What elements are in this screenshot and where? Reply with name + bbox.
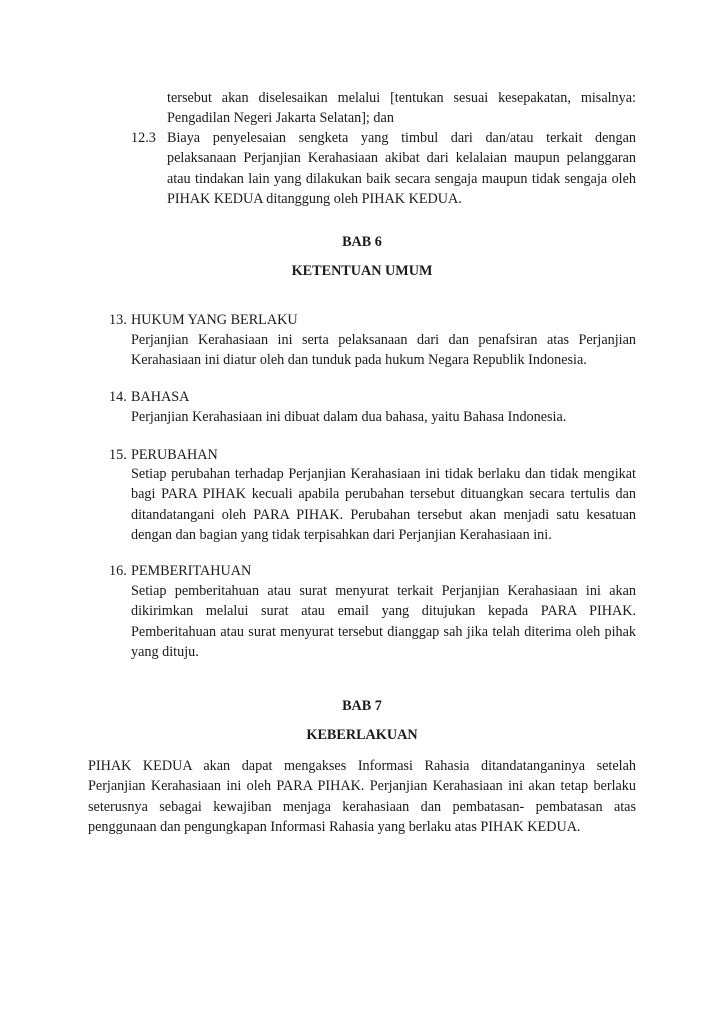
chapter-label: BAB 6 bbox=[342, 234, 382, 250]
text-line: Pengadilan Negeri Jakarta Selatan]; dan bbox=[167, 110, 394, 127]
text-line: Pemberitahuan atau surat menyurat tersebut dianggap sah jika telah diterima oleh pihak bbox=[131, 623, 636, 640]
section-number: 15. bbox=[109, 447, 127, 463]
text-line: Setiap pemberitahuan atau surat menyurat terkait Perjanjian Kerahasiaan ini akan bbox=[131, 583, 636, 599]
text-line: Perjanjian Kerahasiaan ini oleh PARA PIHAK. Perjanjian Kerahasiaan ini akan tetap berlaku bbox=[88, 778, 636, 795]
text-line: seterusnya sebagai kewajiban menjaga kerahasiaan dan pembatasan- pembatasan atas bbox=[88, 798, 636, 815]
section-title: HUKUM YANG BERLAKU bbox=[131, 312, 298, 328]
text-line: dengan dan bagian yang tidak terpisahkan dari Perjanjian Kerahasiaan ini. bbox=[131, 526, 552, 543]
chapter-title: KETENTUAN UMUM bbox=[291, 263, 433, 279]
section-title: PERUBAHAN bbox=[131, 447, 218, 463]
section-number: 16. bbox=[109, 563, 127, 579]
text-line: ditandatangani oleh PARA PIHAK. Perubahan tersebut akan menjadi satu kesatuan bbox=[131, 506, 636, 523]
text-line: pelaksanaan Perjanjian Kerahasiaan akibat dari kelalaian maupun pelanggaran bbox=[167, 150, 636, 167]
clause-12-2-continuation bbox=[167, 88, 636, 129]
text-line: Perjanjian Kerahasiaan ini dibuat dalam dua bahasa, yaitu Bahasa Indonesia. bbox=[131, 409, 567, 425]
text-line: yang dituju. bbox=[131, 643, 199, 660]
section-body bbox=[131, 581, 636, 662]
section-body bbox=[131, 330, 636, 371]
section-body bbox=[131, 407, 636, 427]
section-title: BAHASA bbox=[131, 389, 190, 405]
clause-12-3-text bbox=[167, 128, 636, 209]
text-line: PIHAK KEDUA ditanggung oleh PIHAK KEDUA. bbox=[167, 190, 462, 207]
text-line: PIHAK KEDUA akan dapat mengakses Informasi Rahasia ditandatanganinya setelah bbox=[88, 758, 636, 774]
chapter-title: KEBERLAKUAN bbox=[306, 727, 418, 743]
text-line: atau tindakan lain yang dilakukan baik secara sengaja maupun tidak sengaja oleh bbox=[167, 170, 636, 187]
text-line: dikirimkan melalui surat atau email yang ditujukan kepada PARA PIHAK. bbox=[131, 603, 636, 620]
chapter-body bbox=[88, 756, 636, 837]
text-line: bagi PARA PIHAK kecuali apabila perubahan tersebut dituangkan secara tertulis dan bbox=[131, 486, 636, 503]
text-line: Setiap perubahan terhadap Perjanjian Kerahasiaan ini tidak berlaku dan tidak mengikat bbox=[131, 466, 636, 482]
text-line: Biaya penyelesaian sengketa yang timbul dari dan/atau terkait dengan bbox=[167, 130, 636, 146]
section-body bbox=[131, 464, 636, 545]
chapter-label: BAB 7 bbox=[342, 698, 382, 714]
section-number: 13. bbox=[109, 312, 127, 328]
text-line: Perjanjian Kerahasiaan ini serta pelaksanaan dari dan penafsiran atas Perjanjian bbox=[131, 332, 636, 348]
text-line: tersebut akan diselesaikan melalui [tentukan sesuai kesepakatan, misalnya: bbox=[167, 90, 636, 106]
text-line: Kerahasiaan ini diatur oleh dan tunduk pada hukum Negara Republik Indonesia. bbox=[131, 352, 587, 369]
text-line: penggunaan dan pengungkapan Informasi Rahasia yang berlaku atas PIHAK KEDUA. bbox=[88, 818, 581, 835]
section-title: PEMBERITAHUAN bbox=[131, 563, 252, 579]
clause-12-3-number: 12.3 bbox=[131, 130, 156, 146]
section-number: 14. bbox=[109, 389, 127, 405]
